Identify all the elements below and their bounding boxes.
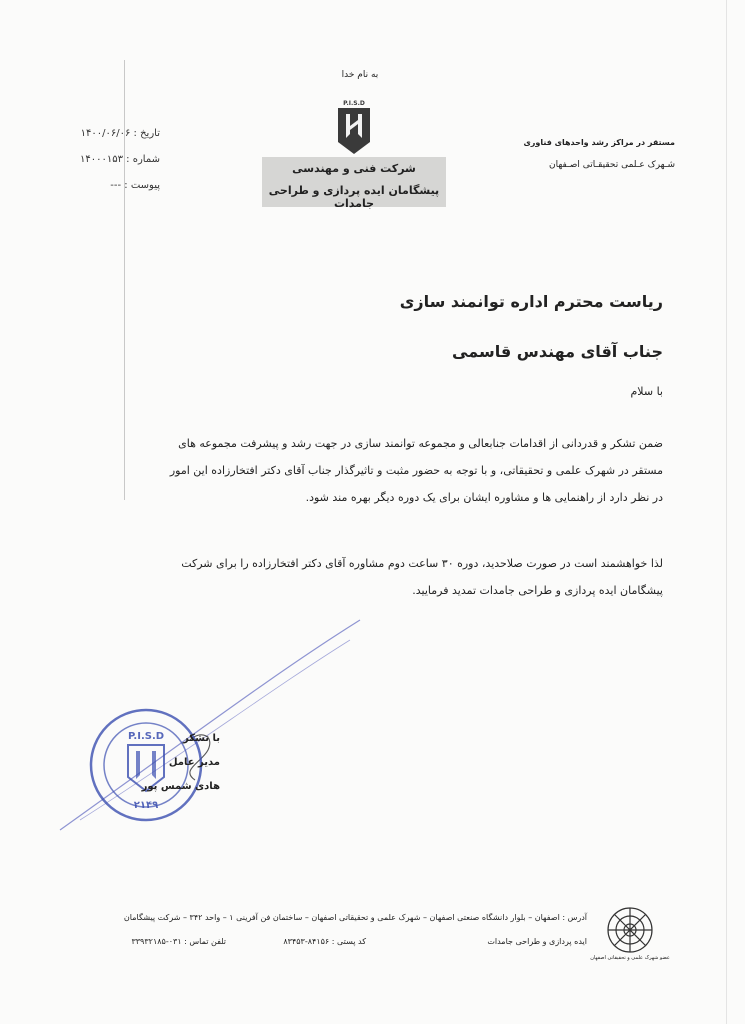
company-logo-icon — [332, 98, 376, 156]
stamp-mark-text: P.I.S.D — [127, 731, 165, 742]
paragraph-2-line-2: پیشگامان ایده پردازی و طراحی جامدات تمدید فرمایید. — [412, 584, 663, 597]
hq-location-line1: مستقر در مراکز رشد واحدهای فناوری — [523, 138, 675, 147]
footer-phone: تلفن تماس : ۰۳۱-۳۳۹۳۲۱۸۵ — [131, 937, 226, 946]
letter-number: شماره : ۱۴۰۰۰۱۵۳ — [80, 154, 160, 165]
signature-thanks: با تشکر — [183, 733, 220, 744]
footer-postal-code: کد پستی : ۸۴۱۵۶-۸۳۴۵۳ — [283, 937, 366, 946]
paragraph-1-line-3: در نظر دارد از راهنمایی ها و مشاوره ایشان برای یک دوره دیگر بهره مند شود. — [305, 491, 663, 504]
science-park-logo-caption: عضو شهرک علمی و تحقیقاتی اصفهان — [590, 955, 670, 961]
company-name-line2: پیشگامان ایده پردازی و طراحی جامدات — [268, 184, 440, 210]
signature-title: مدیر عامل — [168, 757, 220, 768]
paragraph-1-line-1: ضمن تشکر و قدردانی از اقدامات جنابعالی و مجموعه توانمند سازی در جهت رشد و پیشرفت مجموعه های — [178, 437, 663, 450]
footer-address: آدرس : اصفهان – بلوار دانشگاه صنعتی اصفهان – شهرک علمی و تحقیقاتی اصفهان – ساختمان فن آفرینی ۱ – واحد ۳۴۲ – شرکت پیشگامان — [123, 913, 587, 922]
logo-mark-text: P.I.S.D — [343, 100, 365, 107]
footer-company: ایده پردازی و طراحی جامدات — [487, 937, 587, 946]
letter-attachment: پیوست : --- — [110, 180, 160, 191]
hq-location-line2: شـهرک عـلمی تحقیقـاتی اصـفهان — [549, 160, 675, 170]
greeting: با سلام — [630, 385, 663, 398]
paragraph-2-line-1: لذا خواهشمند است در صورت صلاحدید، دوره ۳۰ ساعت دوم مشاوره آقای دکتر افتخارزاده را برای شرکت — [181, 557, 663, 570]
scan-edge-line-right — [726, 0, 727, 1024]
paragraph-1-line-2: مستقر در شهرک علمی و تحقیقاتی، و با توجه به حضور مثبت و تاثیرگذار جناب آقای دکتر افتخارزاده این امور — [169, 464, 663, 477]
signature-name: هادی شمس پور — [141, 781, 220, 792]
recipient-title: ریاست محترم اداره توانمند سازی — [399, 292, 663, 311]
letter-date: تاریخ : ۱۴۰۰/۰۶/۰۶ — [80, 128, 160, 139]
company-name-line1: شرکت فنی و مهندسی — [292, 162, 416, 175]
science-park-logo-icon — [604, 904, 656, 956]
recipient-name: جناب آقای مهندس قاسمی — [452, 342, 663, 361]
basmala: به نام خدا — [341, 70, 379, 80]
stamp-number: ۲۱۴۹ — [133, 800, 159, 811]
